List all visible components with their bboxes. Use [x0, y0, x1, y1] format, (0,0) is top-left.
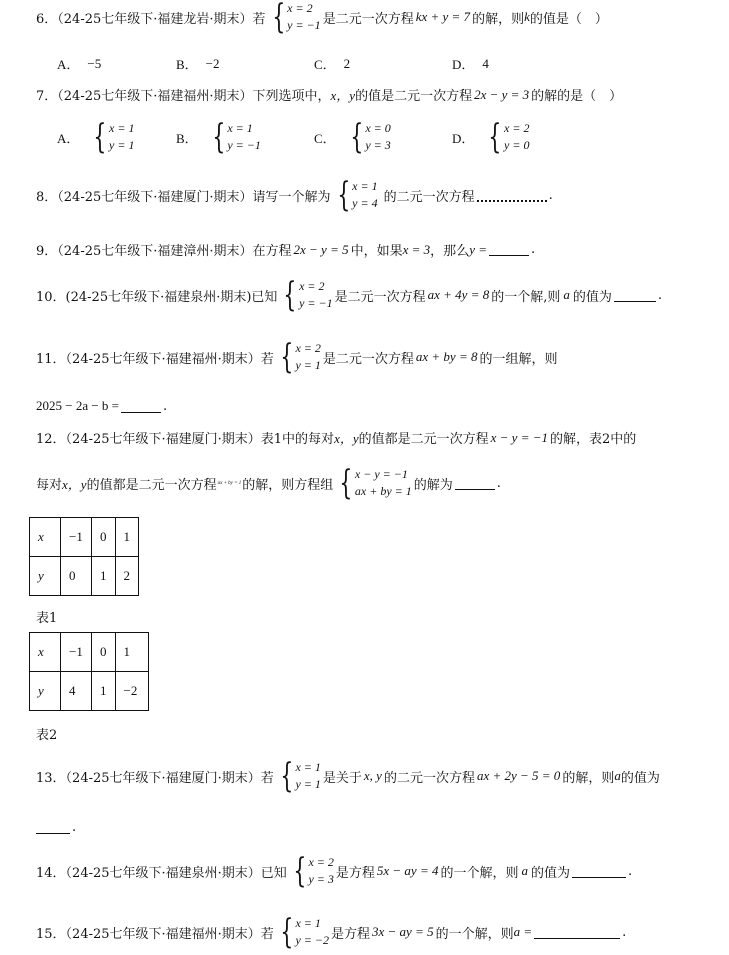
- q13-mid: 是关于: [322, 770, 362, 786]
- table-2-cell: x: [30, 633, 61, 672]
- q12-line2-end: 的解为: [413, 477, 453, 493]
- q7-option-c-label: C．: [314, 130, 336, 146]
- question-13: [36, 756, 660, 796]
- q9-end: .: [530, 242, 536, 257]
- q14-dot: .: [628, 863, 633, 879]
- q7-d-row2: y = 0: [504, 138, 530, 152]
- q7-option-d: D． { x = 2 y = 0: [452, 117, 530, 157]
- q14-tail: 的一个解，则: [440, 865, 519, 881]
- q14-stem: 14．（24-25七年级下·福建泉州·期末）已知: [36, 865, 287, 881]
- q10-sys-row1: x = 2: [299, 279, 325, 293]
- question-8: [36, 175, 553, 215]
- question-10: [36, 275, 663, 315]
- q7-b-row2: y = −1: [227, 138, 261, 152]
- q14-equation: 5x − ay = 4: [376, 863, 439, 878]
- q10-dot: .: [657, 287, 663, 303]
- q15-mid: 是方程: [330, 926, 370, 942]
- q9-mid: 中，如果: [350, 244, 403, 259]
- q6-mid: 是二元一次方程: [322, 11, 414, 27]
- q15-answer-blank[interactable]: [534, 926, 620, 939]
- q9-tail: ，那么: [430, 244, 470, 259]
- table-2-cell: 1: [92, 672, 116, 711]
- table-1-row-x: [30, 518, 139, 557]
- question-11: [36, 337, 558, 377]
- q6-option-c: [314, 54, 350, 73]
- table-2: [29, 632, 149, 711]
- q11-stem: 11．（24-25七年级下·福建福州·期末）若: [36, 351, 274, 367]
- question-14: [36, 851, 633, 891]
- table-2-row-x: [30, 633, 149, 672]
- q14-mid: 是方程: [335, 865, 375, 881]
- q10-end: 的值为: [572, 289, 612, 305]
- q15-equation: 3x − ay = 5: [371, 924, 434, 939]
- q7-option-b-label: B．: [176, 130, 198, 146]
- q7-option-d-label: D．: [452, 130, 475, 146]
- q7-stem: 7．（24-25七年级下·福建福州·期末）下列选项中，: [36, 89, 331, 104]
- q12-sys-row1: x − y = −1: [354, 467, 408, 481]
- q7-d-row1: x = 2: [504, 121, 530, 135]
- question-12-line1: [36, 428, 636, 447]
- q6-option-d-label: D．: [452, 57, 475, 72]
- q10-sys-row2: y = −1: [299, 296, 333, 310]
- q10-tail: 的一个解,则: [491, 289, 561, 305]
- q13-sys-row2: y = 1: [295, 777, 321, 791]
- q13-system: { x = 1 y = 1: [280, 756, 321, 796]
- q7-mid: 的值是二元一次方程: [355, 89, 473, 104]
- table-1-cell: 0: [61, 557, 92, 596]
- q11-answer-blank[interactable]: [121, 400, 161, 413]
- q6-option-a-value: −5: [87, 55, 102, 71]
- q9-answer-blank[interactable]: [489, 243, 529, 256]
- q8-sys-row2: y = 4: [352, 196, 378, 210]
- q14-answer-blank[interactable]: [572, 865, 626, 878]
- table-2-cell: 4: [61, 672, 92, 711]
- q12-line2-prefix: 每对: [36, 477, 63, 493]
- table-1-cell: 1: [115, 518, 139, 557]
- q15-stem: 15．（24-25七年级下·福建福州·期末）若: [36, 926, 274, 942]
- table-1-row-y: [30, 557, 139, 596]
- q6-option-b: [176, 54, 220, 73]
- q13-dot: .: [72, 820, 77, 835]
- q13-answer-blank[interactable]: [36, 821, 70, 834]
- q12-line2-mid: 的值都是二元一次方程: [86, 477, 217, 493]
- q12-dot: .: [496, 475, 501, 491]
- q6-sys-row2: y = −1: [287, 18, 321, 32]
- q6-k: k: [524, 9, 530, 24]
- q7-c-row1: x = 0: [365, 121, 391, 135]
- q6-tail: 的解，则: [472, 11, 525, 27]
- q13-end: 的值为: [620, 770, 660, 786]
- q8-tail: 的二元一次方程: [383, 189, 475, 205]
- q11-end: .: [163, 398, 168, 414]
- q14-end: 的值为: [531, 865, 571, 881]
- q6-option-c-label: C．: [314, 57, 336, 72]
- q10-answer-blank[interactable]: [614, 289, 656, 302]
- q9-equation: 2x − y = 5: [293, 241, 349, 257]
- q6-option-b-value: −2: [205, 55, 220, 71]
- table-2-caption: 表2: [36, 728, 58, 743]
- q7-option-b: B． { x = 1 y = −1: [176, 117, 261, 157]
- q6-option-a: [57, 54, 101, 73]
- q13-sys-row1: x = 1: [295, 760, 321, 774]
- q6-system: { x = 2 y = −1: [271, 0, 321, 37]
- table-2-cell: 0: [92, 633, 116, 672]
- q10-a: a: [563, 287, 570, 302]
- q7-equation: 2x − y = 3: [474, 86, 530, 102]
- q11-sys-row2: y = 1: [295, 358, 321, 372]
- q11-mid: 是二元一次方程: [322, 351, 414, 367]
- q12-sys-row2: ax + by = 1: [354, 484, 412, 498]
- q7-a-row1: x = 1: [109, 121, 135, 135]
- q7-tail: 的解的是（ ）: [531, 89, 623, 104]
- question-6: [36, 0, 608, 37]
- q7-b-row1: x = 1: [227, 121, 253, 135]
- q12-equation-2-tiny: ax + by = 1: [217, 480, 242, 486]
- q13-stem: 13．（24-25七年级下·福建厦门·期末）若: [36, 770, 274, 786]
- q6-equation: kx + y = 7: [415, 9, 471, 24]
- question-9: [36, 240, 535, 259]
- q11-tail: 的一组解，则: [479, 351, 558, 367]
- q10-stem: 10．(24-25七年级下·福建泉州·期末)已知: [36, 289, 278, 305]
- q8-sys-row1: x = 1: [352, 179, 378, 193]
- table-2-cell: −1: [61, 633, 92, 672]
- q7-c-row2: y = 3: [365, 138, 391, 152]
- q10-mid: 是二元一次方程: [334, 289, 426, 305]
- table-2-cell: 1: [115, 633, 148, 672]
- q8-stem: 8．（24-25七年级下·福建厦门·期末）请写一个解为: [36, 189, 331, 205]
- table-2-cell: −2: [115, 672, 148, 711]
- q12-equation-1: x − y = −1: [490, 429, 548, 445]
- table-2-cell: y: [30, 672, 61, 711]
- q14-sys-row1: x = 2: [308, 855, 334, 869]
- q15-sys-row1: x = 1: [295, 916, 321, 930]
- q7-option-c: C． { x = 0 y = 3: [314, 117, 391, 157]
- q6-option-b-label: B．: [176, 57, 198, 72]
- q9-condition: x = 3: [402, 241, 431, 257]
- q12-line1-mid: 的值都是二元一次方程: [358, 432, 489, 447]
- q14-system: { x = 2 y = 3: [293, 851, 334, 891]
- q7-option-a: A． { x = 1 y = 1: [57, 117, 135, 157]
- q7-a-row2: y = 1: [109, 138, 135, 152]
- question-15: [36, 912, 627, 952]
- q14-sys-row2: y = 3: [308, 872, 334, 886]
- q12-answer-blank[interactable]: [455, 477, 495, 490]
- q6-option-d: [452, 54, 489, 73]
- q12-line1-tail: 的解，表2中的: [549, 432, 637, 447]
- question-12-line2: [36, 463, 501, 503]
- q8-answer-blank[interactable]: [477, 188, 547, 202]
- table-1-cell: y: [30, 557, 61, 596]
- q15-dot: .: [622, 924, 627, 940]
- table-1-cell: x: [30, 518, 61, 557]
- q6-option-a-label: A．: [57, 57, 80, 72]
- q12-line1-prefix: 12．（24-25七年级下·福建厦门·期末）表1中的每对: [36, 432, 335, 447]
- table-1-cell: −1: [61, 518, 92, 557]
- q6-sys-row1: x = 2: [287, 1, 313, 15]
- q14-a: a: [521, 863, 528, 878]
- q10-system: { x = 2 y = −1: [283, 275, 333, 315]
- q6-stem: 6．（24-25七年级下·福建龙岩·期末）若: [36, 11, 266, 27]
- q11-sys-row1: x = 2: [295, 341, 321, 355]
- table-1-cell: 2: [115, 557, 139, 596]
- q13-tail: 的解，则: [562, 770, 615, 786]
- q12-line1-xy: x，y: [334, 431, 359, 446]
- q13-a: a: [614, 768, 621, 783]
- q13-xy: x, y: [363, 768, 382, 783]
- q13-mid2: 的二元一次方程: [383, 770, 475, 786]
- q15-sys-row2: y = −2: [295, 933, 329, 947]
- q10-equation: ax + 4y = 8: [427, 287, 490, 302]
- q6-option-c-value: 2: [343, 55, 351, 71]
- q8-end: .: [548, 187, 553, 203]
- q11-equation: ax + by = 8: [415, 349, 478, 364]
- q15-system: { x = 1 y = −2: [280, 912, 329, 952]
- q6-option-d-value: 4: [482, 55, 489, 71]
- table-1-cell: 0: [92, 518, 116, 557]
- q7-option-a-label: A．: [57, 130, 80, 146]
- q13-equation: ax + 2y − 5 = 0: [476, 768, 561, 783]
- q11-system: { x = 2 y = 1: [280, 337, 321, 377]
- q12-system: { x − y = −1 ax + by = 1: [339, 463, 412, 503]
- q8-system: { x = 1 y = 4: [336, 175, 378, 215]
- q9-stem: 9．（24-25七年级下·福建漳州·期末）在方程: [36, 244, 292, 259]
- question-7: [36, 85, 622, 104]
- table-1-cell: 1: [92, 557, 116, 596]
- table-1: [29, 517, 139, 596]
- q9-ask: y =: [469, 241, 487, 257]
- table-1-caption: 表1: [36, 611, 58, 626]
- table-2-row-y: [30, 672, 149, 711]
- question-11-expression: [36, 398, 167, 414]
- q7-xy: x，y: [330, 88, 356, 103]
- q12-line2-tail: 的解，则方程组: [242, 477, 334, 493]
- q6-end: 的值是（ ）: [529, 11, 608, 27]
- q15-tail: 的一个解，则: [435, 926, 514, 942]
- q15-ask: a =: [513, 924, 533, 939]
- q11-expression: 2025 − 2a − b =: [36, 398, 120, 413]
- question-13-answer-line: [36, 820, 76, 835]
- q12-line2-xy: x，y: [62, 476, 87, 492]
